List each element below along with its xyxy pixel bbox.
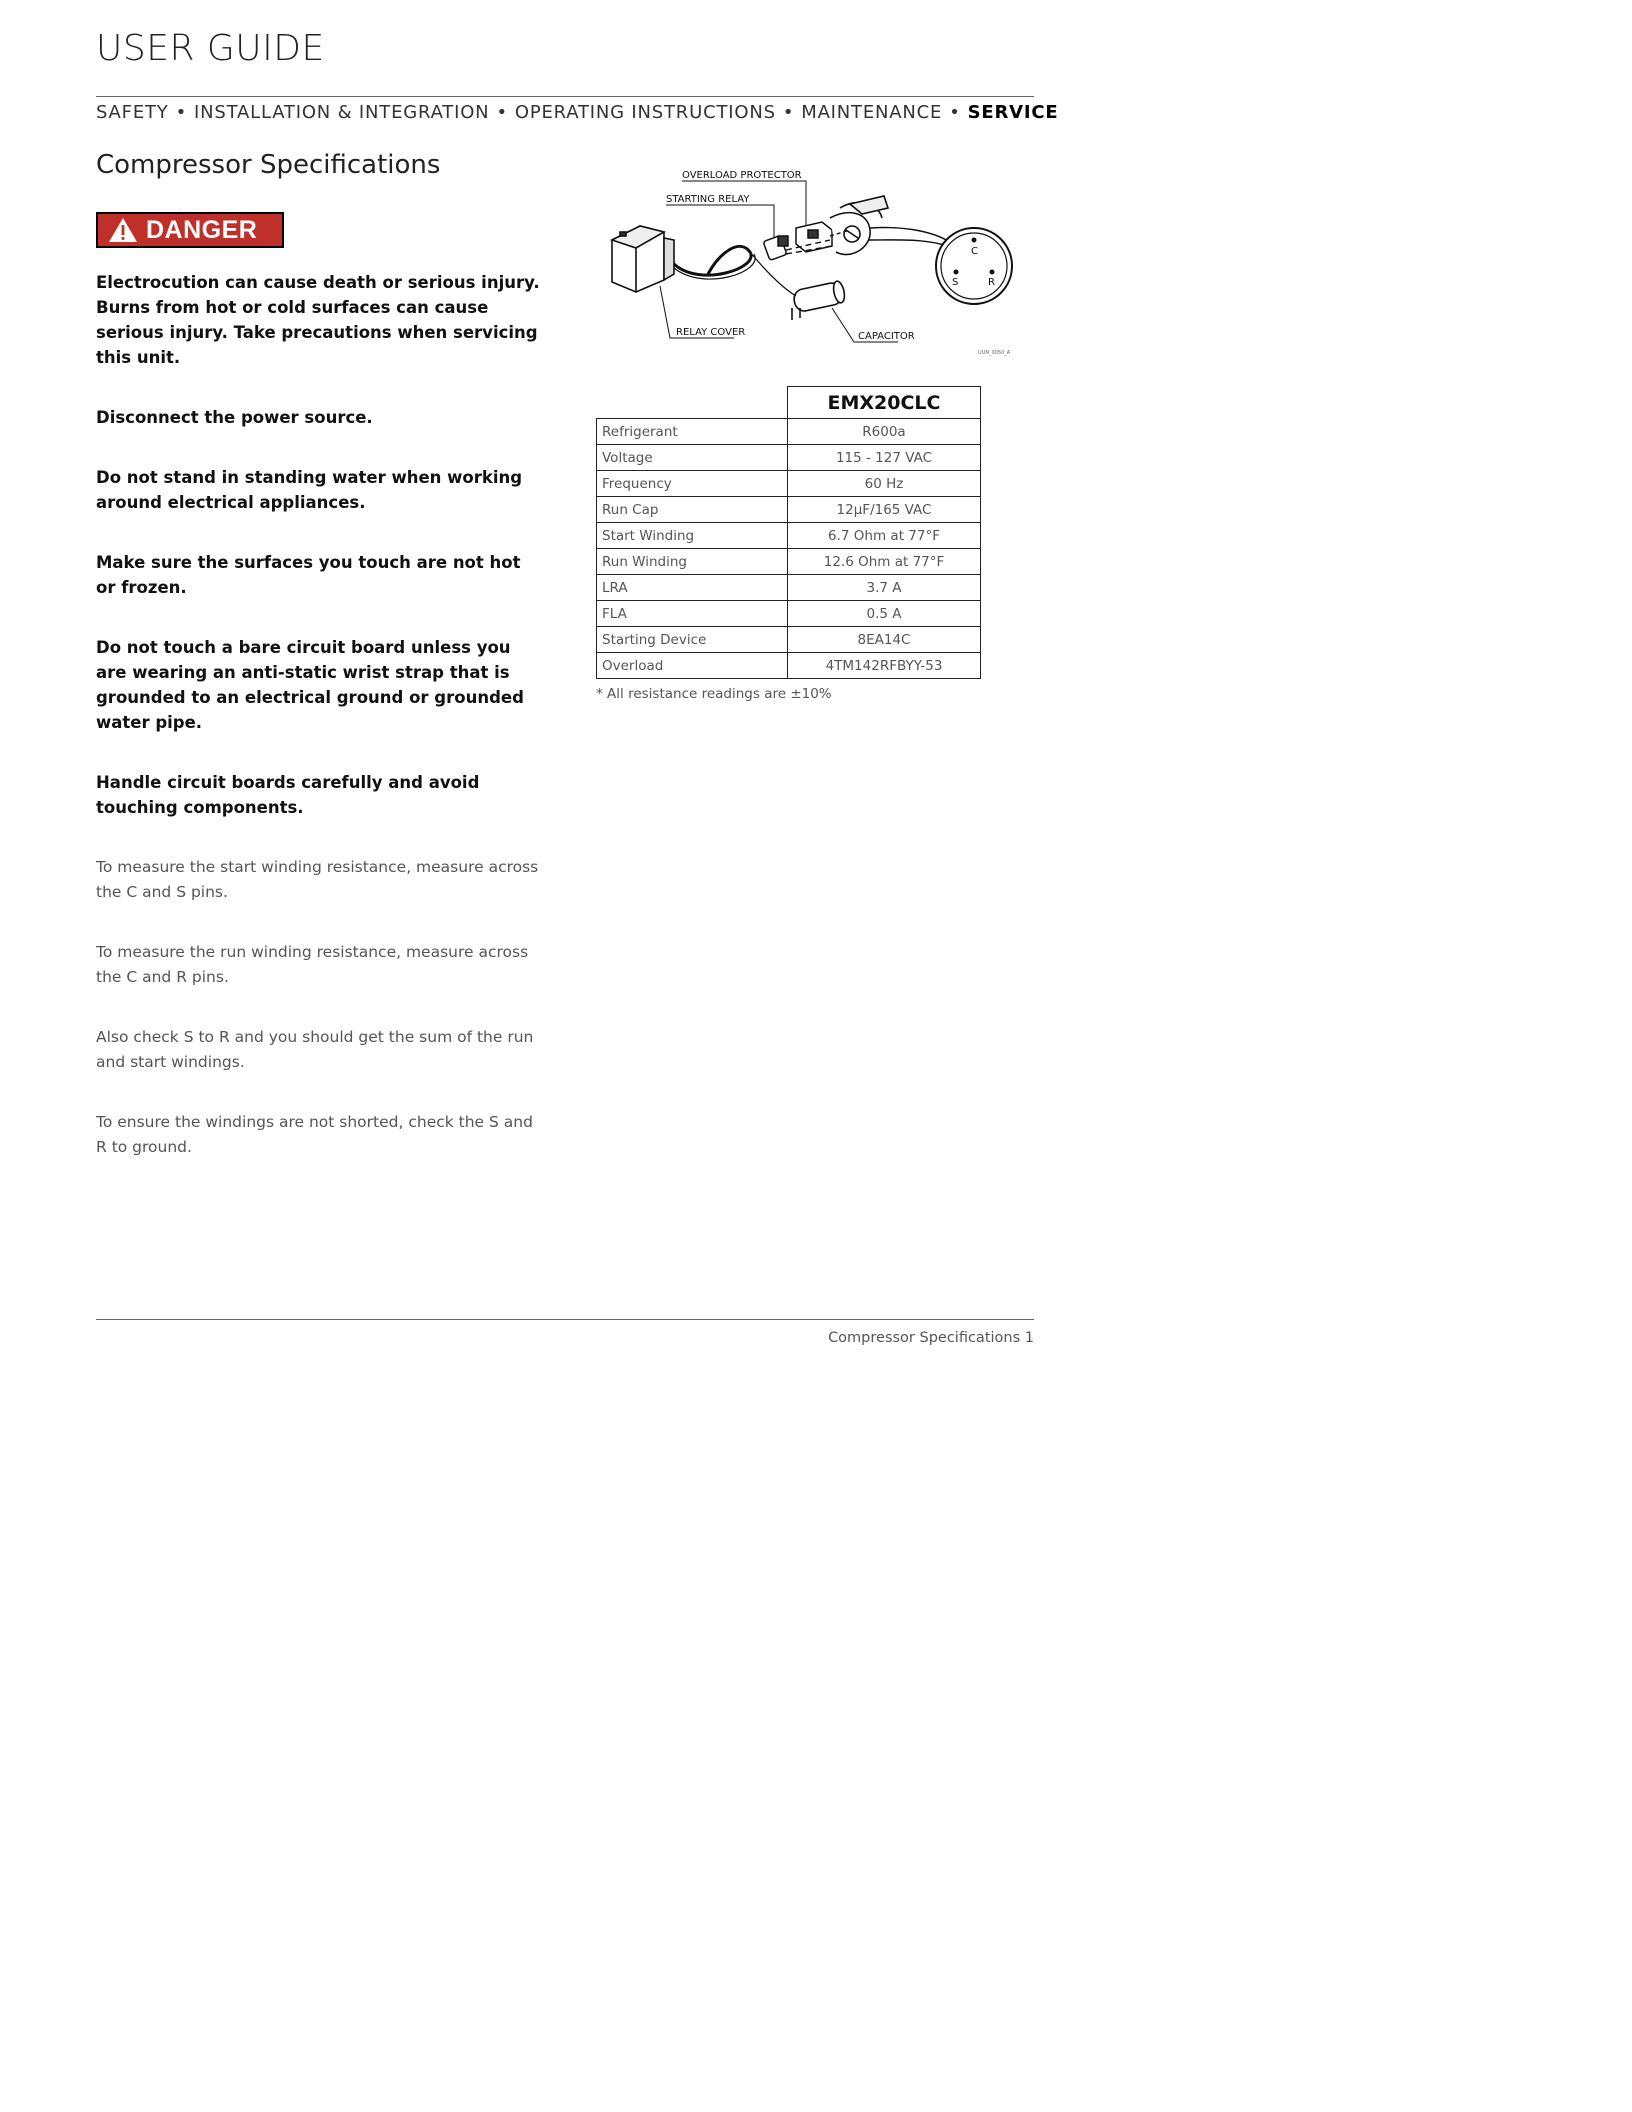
spec-value: 6.7 Ohm at 77°F [788,523,981,549]
nav-separator: • [175,102,188,123]
table-row [597,627,981,653]
page-number: 1 [1024,1330,1034,1346]
table-header-row [597,387,981,419]
table-row [597,549,981,575]
starting-relay-illustration [763,236,788,261]
table-corner [597,387,788,419]
spec-value: 60 Hz [788,471,981,497]
pin-r-label: R [988,277,995,288]
pin-c-label: C [971,246,978,257]
spec-label: Starting Device [597,627,788,653]
header-divider [96,96,1034,97]
danger-label: DANGER [146,215,258,244]
spec-value: 3.7 A [788,575,981,601]
warning-text: Handle circuit boards carefully and avoid touching components. [96,773,480,817]
spec-table [596,386,981,679]
capacitor-illustration [792,280,846,320]
spec-value: 8EA14C [788,627,981,653]
terminal-pin-diagram [936,228,1012,304]
table-row [597,575,981,601]
compressor-terminal-illustration [830,196,888,255]
warning-text: Do not stand in standing water when working around electrical appliances. [96,468,523,512]
warning-text: Disconnect the power source. [96,408,373,427]
starting-relay-label: STARTING RELAY [666,194,750,205]
table-row [597,445,981,471]
section-title: Compressor Specifications [96,150,441,180]
relay-cover-label: RELAY COVER [676,327,746,338]
nav-item-maintenance: MAINTENANCE [801,102,943,123]
relay-cover-illustration [612,226,674,292]
spec-label: Run Winding [597,549,788,575]
spec-value: 0.5 A [788,601,981,627]
table-row [597,653,981,679]
spec-label: Start Winding [597,523,788,549]
model-header: EMX20CLC [788,387,981,419]
safety-instructions [96,270,541,1195]
compressor-diagram [600,168,1030,360]
warning-text: Electrocution can cause death or serious injury. Burns from hot or cold surfaces can cause serious injury. Take precautions when servicing this unit. [96,273,540,367]
nav-item-service: SERVICE [967,102,1059,123]
spec-label: Voltage [597,445,788,471]
instruction-text: Also check S to R and you should get the sum of the run and start windings. [96,1028,534,1071]
spec-value: 115 - 127 VAC [788,445,981,471]
nav-item-operating: OPERATING INSTRUCTIONS [514,102,776,123]
spec-label: LRA [597,575,788,601]
figure-code: UUN_0050_A [978,350,1011,356]
warning-text: Do not touch a bare circuit board unless you are wearing an anti-static wrist strap that is grounded to an electrical ground or grounded water pipe. [96,638,524,732]
spec-value: 12µF/165 VAC [788,497,981,523]
nav-separator: • [496,102,508,123]
nav-separator: • [782,102,795,123]
spec-label: Overload [597,653,788,679]
overload-protector-label: OVERLOAD PROTECTOR [682,170,802,181]
danger-badge [96,212,284,248]
instruction-text: To ensure the windings are not shorted, check the S and R to ground. [96,1113,533,1156]
warning-text: Make sure the surfaces you touch are not hot or frozen. [96,553,521,597]
instruction-text: To measure the start winding resistance, measure across the C and S pins. [96,858,539,901]
table-row [597,497,981,523]
table-row [597,523,981,549]
spec-label: Refrigerant [597,419,788,445]
table-row [597,471,981,497]
table-row [597,601,981,627]
spec-value: R600a [788,419,981,445]
table-footnote: * All resistance readings are ±10% [596,686,832,702]
table-row [597,419,981,445]
spec-value: 12.6 Ohm at 77°F [788,549,981,575]
nav-separator: • [949,102,961,123]
spec-label: Run Cap [597,497,788,523]
warning-triangle-icon [108,217,138,243]
page-footer [828,1330,1034,1346]
nav-item-installation: INSTALLATION & INTEGRATION [194,102,490,123]
capacitor-label: CAPACITOR [858,331,915,342]
page-title: USER GUIDE [96,28,325,69]
nav-item-safety: SAFETY [96,102,169,123]
spec-label: FLA [597,601,788,627]
instruction-text: To measure the run winding resistance, measure across the C and R pins. [96,943,529,986]
section-nav [96,102,1059,123]
footer-section: Compressor Specifications [828,1330,1021,1346]
footer-divider [96,1319,1034,1320]
pin-s-label: S [952,277,959,288]
spec-label: Frequency [597,471,788,497]
spec-value: 4TM142RFBYY-53 [788,653,981,679]
